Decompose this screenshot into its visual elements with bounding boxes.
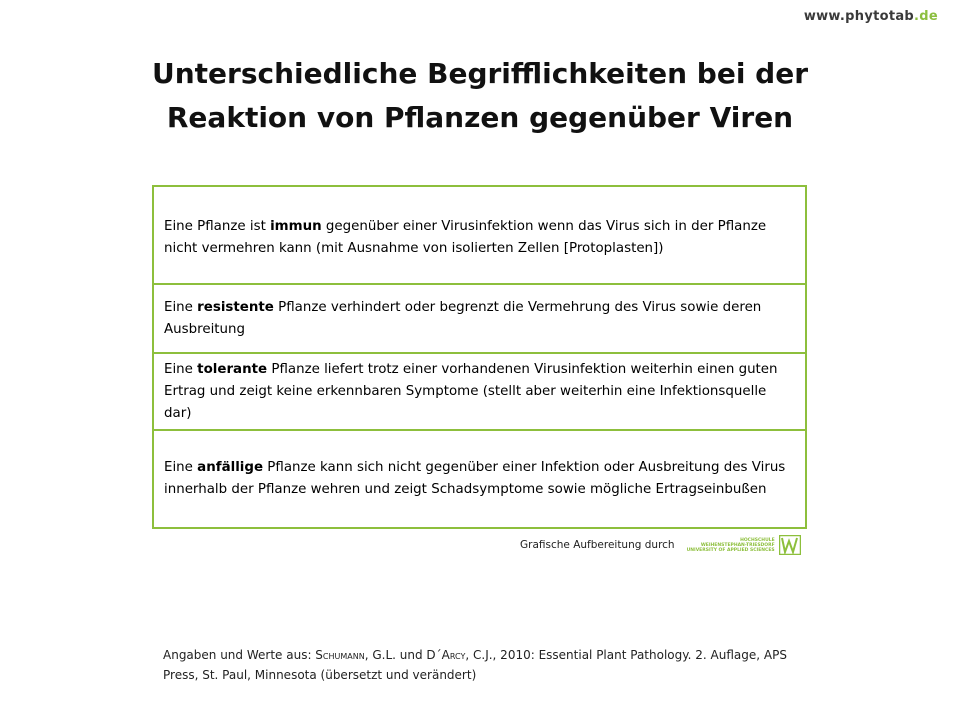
logo-text: HOCHSCHULE WEIHENSTEPHAN-TRIESDORF UNIVERSITY OF APPLIED SCIENCES (686, 537, 775, 553)
definition-text: Eine tolerante Pflanze liefert trotz einer vorhandenen Virusinfektion weiterhin einen guten Ertrag und zeigt keine erkennbaren Symptome (stellt aber weiterhin eine Infektionsquelle dar) (164, 361, 778, 421)
source-footnote: Angaben und Werte aus: Schumann, G.L. und D´Arcy, C.J., 2010: Essential Plant Pathology. 2. Auflage, APS Press, St. Paul, Minnesota (übersetzt und verändert) (163, 648, 787, 682)
term-immun: immun (270, 219, 322, 234)
title-line-1: Unterschiedliche Begrifflichkeiten bei der (151, 57, 809, 90)
logo-mark-icon (779, 535, 801, 555)
credit-line (520, 535, 801, 555)
definition-text: Eine anfällige Pflanze kann sich nicht gegenüber einer Infektion oder Ausbreitung des Virus innerhalb der Pflanze wehren und zeigt Schadsymptome sowie mögliche Ertragseinbußen (164, 460, 786, 497)
definition-row-anfaellige (154, 431, 805, 527)
url-prefix: www. (803, 9, 846, 24)
definition-text: Eine resistente Pflanze verhindert oder begrenzt die Vermehrung des Virus sowie deren Ausbreitung (164, 299, 762, 337)
credit-text: Grafische Aufbereitung durch (520, 539, 675, 551)
term-resistente: resistente (197, 299, 274, 315)
definition-row-tolerante (154, 354, 805, 431)
url-brand: phytotab (845, 9, 915, 24)
title-line-2: Reaktion von Pflanzen gegenüber Viren (166, 101, 794, 134)
definitions-table (152, 185, 807, 529)
url-suffix: .de (914, 9, 938, 24)
site-url (804, 9, 938, 24)
definition-row-immun (154, 187, 805, 285)
definition-row-resistente (154, 285, 805, 354)
definition-text: Eine Pflanze ist immun gegenüber einer Virusinfektion wenn das Virus sich in der Pflanze nicht vermehren kann (mit Ausnahme von isolierten Zellen [Protoplasten]) (164, 219, 767, 256)
term-anfaellige: anfällige (197, 460, 264, 475)
university-logo (687, 535, 801, 555)
page-title (0, 52, 960, 140)
term-tolerante: tolerante (197, 361, 268, 377)
